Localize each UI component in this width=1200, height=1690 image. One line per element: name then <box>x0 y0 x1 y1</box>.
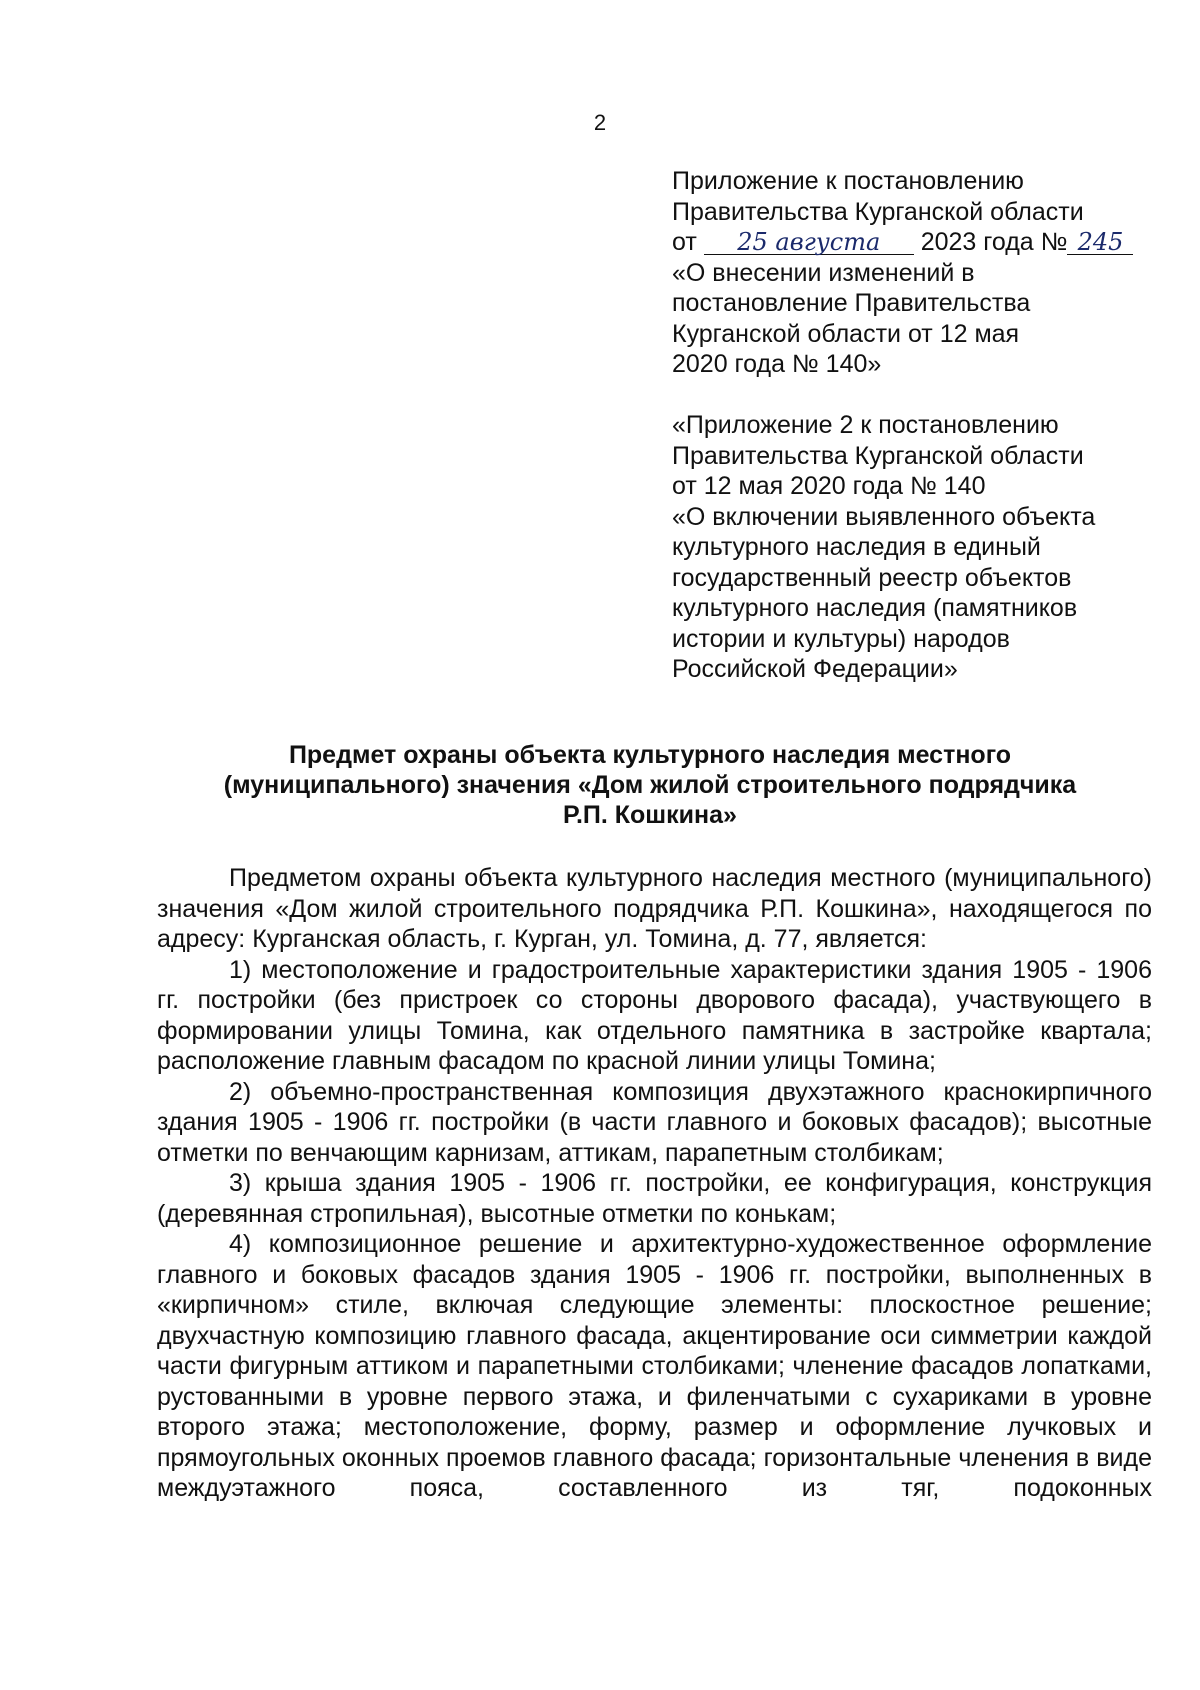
appendix-2-line: «О включении выявленного объекта <box>672 502 1096 531</box>
list-item: 2) объемно-пространственная композиция двухэтажного краснокирпичного здания 1905 - 1906 гг. постройки (в части главного и боковых фасадов); высотные отметки по венчающим карнизам, аттикам, парапетным столбикам; <box>157 1077 1152 1167</box>
appendix-1-date-line <box>672 227 1142 258</box>
appendix-2-line: культурного наследия (памятников <box>672 594 1078 622</box>
appendix-1-line: «О внесении изменений в <box>672 258 975 287</box>
appendix-1-line: Приложение к постановлению <box>672 167 1024 195</box>
document-title <box>150 740 1150 830</box>
handwritten-number: 245 <box>1067 230 1133 255</box>
title-line: Предмет охраны объекта культурного наследия местного <box>288 741 1012 769</box>
appendix-2-line: Правительства Курганской области <box>672 441 1084 470</box>
appendix-2-line: культурного наследия в единый <box>672 533 1041 561</box>
title-line: (муниципального) значения «Дом жилой строительного подрядчика <box>223 771 1077 799</box>
list-item: 4) композиционное решение и архитектурно-художественное оформление главного и боковых фасадов здания 1905 - 1906 гг. постройки, выполненных в «кирпичном» стиле, включая следующие элементы: плоскостное решение; двухчастную композицию главного фасада, акцентирование оси симметрии каждой части фигурным аттиком и парапетными столбиками; членение фасадов лопатками, рустованными в уровне первого этажа, и филенчатыми с сухариками в уровне второго этажа; местоположение, форму, размер и оформление лучковых и прямоугольных оконных проемов главного фасада; горизонтальные членения в виде междуэтажного пояса, составленного из тяг, подоконных <box>157 1230 1152 1502</box>
appendix-2-line: истории и культуры) народов <box>672 624 1010 653</box>
appendix-header-1 <box>672 166 1142 380</box>
appendix-2-line: от 12 мая 2020 года № 140 <box>672 472 986 500</box>
appendix-header-2 <box>672 410 1142 685</box>
page-number: 2 <box>593 110 607 135</box>
appendix-2-line: «Приложение 2 к постановлению <box>672 411 1059 439</box>
appendix-1-line: Правительства Курганской области <box>672 197 1084 226</box>
list-item: 1) местоположение и градостроительные характеристики здания 1905 - 1906 гг. постройки (без пристроек со стороны дворового фасада), участвующего в формировании улицы Томина, как отдельного памятника в застройке квартала; расположение главным фасадом по красной линии улицы Томина; <box>157 955 1152 1075</box>
document-body <box>157 863 1152 1504</box>
date-prefix: от <box>672 228 697 256</box>
appendix-1-line: постановление Правительства <box>672 289 1031 317</box>
appendix-2-line: государственный реестр объектов <box>672 563 1072 592</box>
appendix-1-line: 2020 года № 140» <box>672 350 882 378</box>
handwritten-date: 25 августа <box>704 230 914 255</box>
appendix-2-line: Российской Федерации» <box>672 655 958 683</box>
intro-paragraph: Предметом охраны объекта культурного наследия местного (муниципального) значения «Дом жилой строительного подрядчика Р.П. Кошкина», находящегося по адресу: Курганская область, г. Курган, ул. Томина, д. 77, является: <box>157 864 1152 953</box>
title-line: Р.П. Кошкина» <box>563 801 737 829</box>
list-item: 3) крыша здания 1905 - 1906 гг. постройки, ее конфигурация, конструкция (деревянная стропильная), высотные отметки по конькам; <box>157 1169 1152 1228</box>
appendix-1-line: Курганской области от 12 мая <box>672 319 1020 348</box>
date-year: 2023 года № <box>920 228 1068 256</box>
